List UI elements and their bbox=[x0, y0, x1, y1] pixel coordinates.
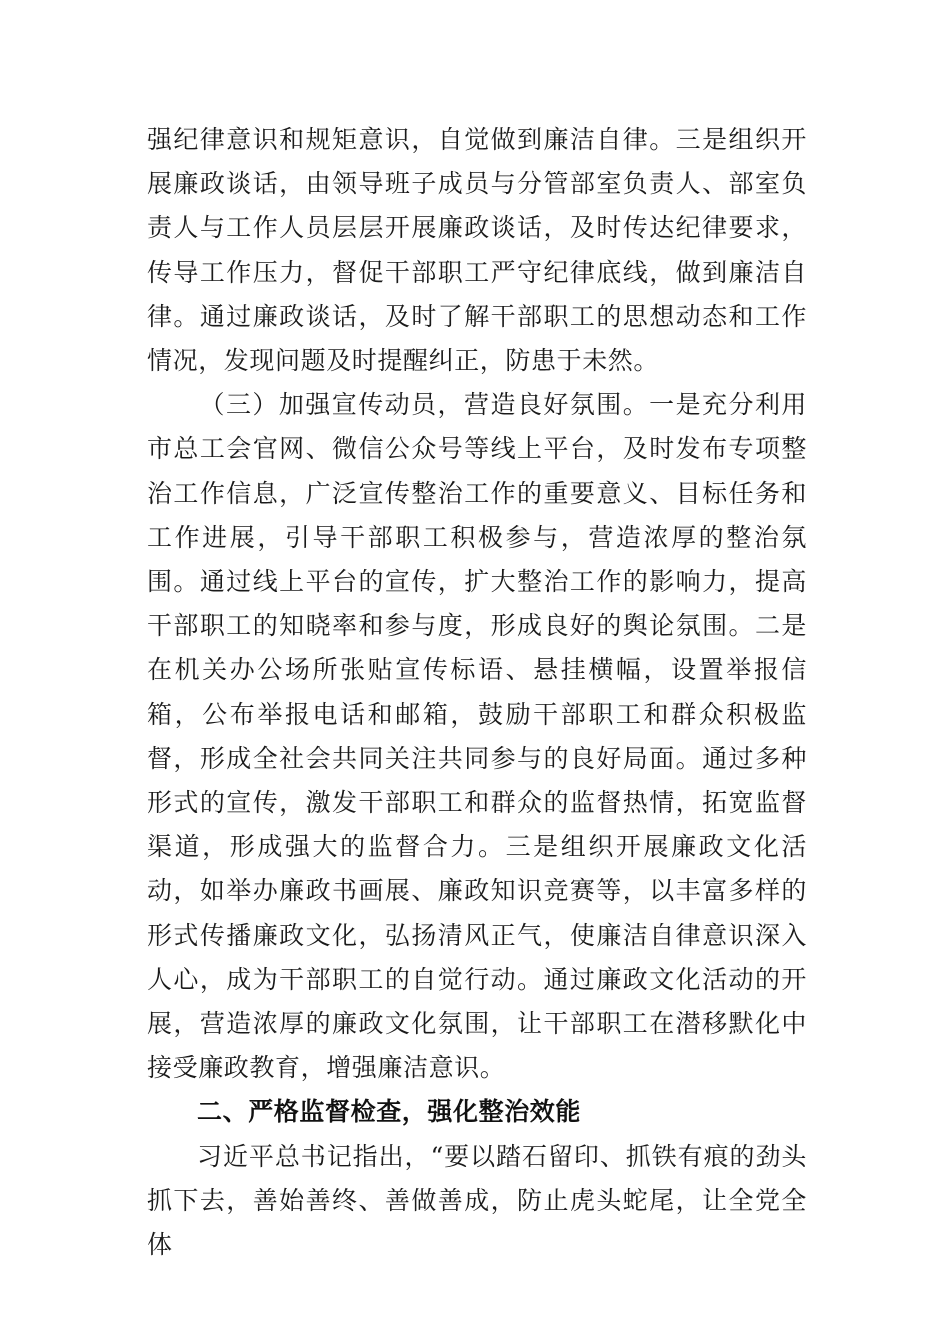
section-three-lead: （三）加强宣传动员，营造良好氛围。 bbox=[199, 390, 650, 420]
paragraph-continuation: 强纪律意识和规矩意识，自觉做到廉洁自律。三是组织开展廉政谈话，由领导班子成员与分管部室负责人、部室负责人与工作人员层层开展廉政谈话，及时传达纪律要求，传导工作压力，督促干部职工严守纪律底线，做到廉洁自律。通过廉政谈话，及时了解干部职工的思想动态和工作情况，发现问题及时提醒纠正，防患于未然。 bbox=[147, 125, 807, 376]
paragraph-section-three bbox=[147, 383, 807, 1090]
heading-section-two: 二、严格监督检查，强化整治效能 bbox=[197, 1097, 582, 1127]
document-body bbox=[147, 118, 807, 1267]
paragraph-quote: 习近平总书记指出，“要以踏石留印、抓铁有痕的劲头抓下去，善始善终、善做善成，防止虎头蛇尾，让全党全体 bbox=[147, 1141, 807, 1260]
section-three-text: 一是充分利用市总工会官网、微信公众号等线上平台，及时发布专项整治工作信息，广泛宣传整治工作的重要意义、目标任务和工作进展，引导干部职工积极参与，营造浓厚的整治氛围。通过线上平台的宣传，扩大整治工作的影响力，提高干部职工的知晓率和参与度，形成良好的舆论氛围。二是在机关办公场所张贴宣传标语、悬挂横幅，设置举报信箱，公布举报电话和邮箱，鼓励干部职工和群众积极监督，形成全社会共同关注共同参与的良好局面。通过多种形式的宣传，激发干部职工和群众的监督热情，拓宽监督渠道，形成强大的监督合力。三是组织开展廉政文化活动，如举办廉政书画展、廉政知识竞赛等，以丰富多样的形式传播廉政文化，弘扬清风正气，使廉洁自律意识深入人心，成为干部职工的自觉行动。通过廉政文化活动的开展，营造浓厚的廉政文化氛围，让干部职工在潜移默化中接受廉政教育，增强廉洁意识。 bbox=[147, 390, 808, 1083]
